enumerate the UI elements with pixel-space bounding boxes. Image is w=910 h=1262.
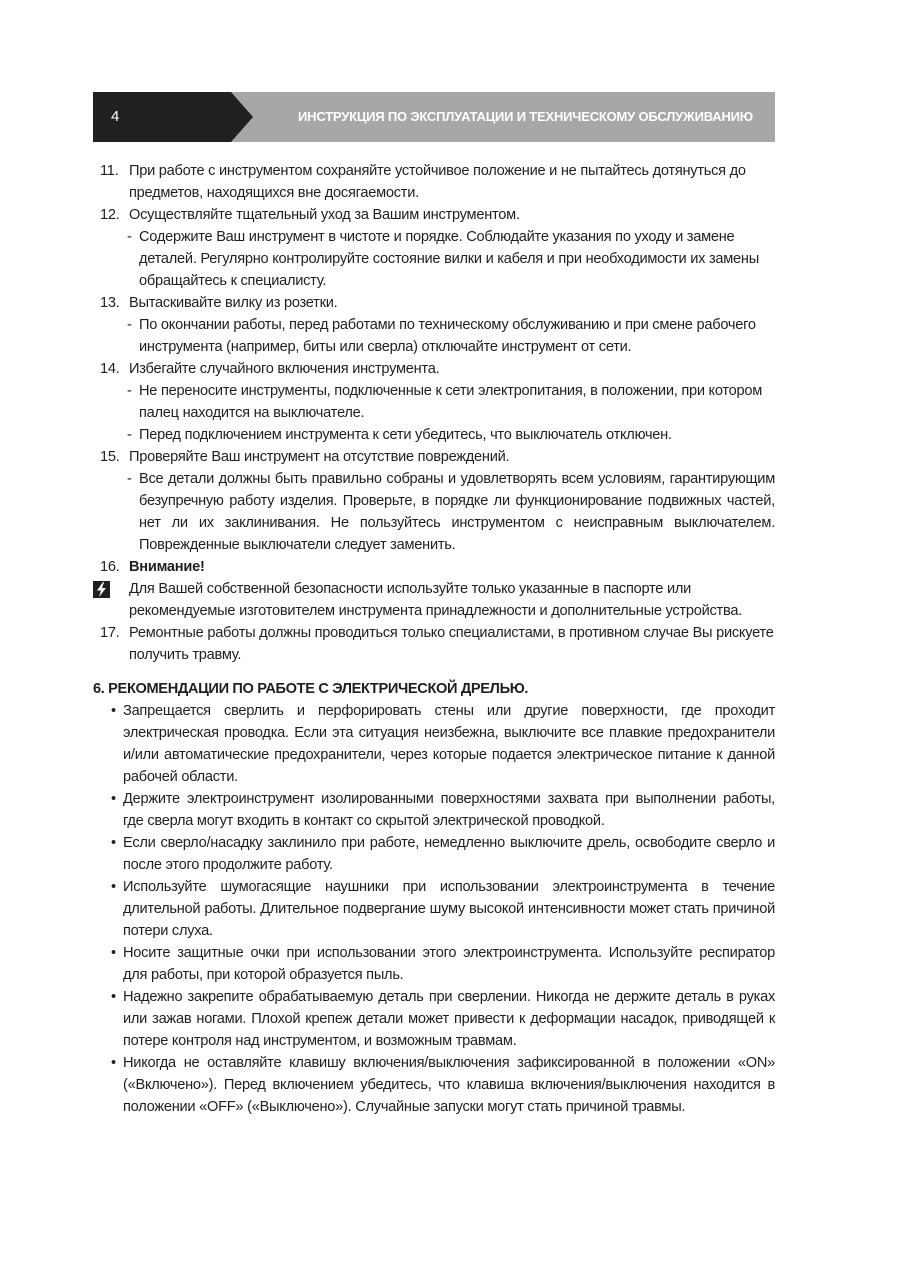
sub-item-text: По окончании работы, перед работами по техническому обслуживанию и при смене рабочего инструмента (например, биты или сверла) отключайте инструмент от сети. (139, 317, 756, 355)
bullet-text: Используйте шумогасящие наушники при использовании электроинструмента в течение длительной работы. Длительное подвергание шуму высокой интенсивности может стать причиной потери слуха. (123, 879, 775, 939)
lightning-warning-icon (93, 581, 110, 598)
item-text: Избегайте случайного включения инструмента. (129, 361, 440, 377)
list-item-13 (93, 292, 775, 314)
sub-item-text: Перед подключением инструмента к сети убедитесь, что выключатель отключен. (139, 427, 672, 443)
dash-marker: - (127, 471, 132, 487)
attention-label: Внимание! (129, 559, 205, 575)
sub-item (93, 380, 775, 424)
list-item-16 (93, 556, 775, 578)
bullet-marker: • (111, 1055, 116, 1071)
item-number: 11. (100, 163, 119, 179)
list-item-12 (93, 204, 775, 226)
item-number: 14. (100, 361, 120, 377)
bullet-marker: • (111, 989, 116, 1005)
bullet-marker: • (111, 791, 116, 807)
sub-item (93, 424, 775, 446)
dash-marker: - (127, 317, 132, 333)
sub-item (93, 468, 775, 556)
item-text: При работе с инструментом сохраняйте устойчивое положение и не пытайтесь дотянуться до предметов, находящихся вне досягаемости. (129, 163, 746, 201)
bullet-item (93, 788, 775, 832)
bullet-item (93, 986, 775, 1052)
bullet-marker: • (111, 945, 116, 961)
list-item-17 (93, 622, 775, 666)
bullet-marker: • (111, 879, 116, 895)
bullet-marker: • (111, 835, 116, 851)
header-title: ИНСТРУКЦИЯ ПО ЭКСПЛУАТАЦИИ И ТЕХНИЧЕСКОМУ ОБСЛУЖИВАНИЮ (298, 109, 753, 124)
list-item-14 (93, 358, 775, 380)
page-header (93, 92, 775, 142)
section-heading: 6. РЕКОМЕНДАЦИИ ПО РАБОТЕ С ЭЛЕКТРИЧЕСКОЙ ДРЕЛЬЮ. (93, 681, 529, 697)
item-number: 15. (100, 449, 120, 465)
bullet-text: Если сверло/насадку заклинило при работе, немедленно выключите дрель, освободите сверло и после этого продолжите работу. (123, 835, 775, 873)
sub-item-text: Содержите Ваш инструмент в чистоте и порядке. Соблюдайте указания по уходу и замене деталей. Регулярно контролируйте состояние вилки и кабеля и при необходимости их замены обращайтесь к специалисту. (139, 229, 759, 289)
item-text: Проверяйте Ваш инструмент на отсутствие повреждений. (129, 449, 510, 465)
sub-item-text: Не переносите инструменты, подключенные к сети электропитания, в положении, при котором палец находится на выключателе. (139, 383, 763, 421)
sub-item-text: Все детали должны быть правильно собраны и удовлетворять всем условиям, гарантирующим безупречную работу изделия. Проверьте, в порядке ли функционирование подвижных частей, нет ли их заклинивания. Не пользуйтесь инструментом с неисправным выключателем. Поврежденные выключатели следует заменить. (139, 471, 775, 553)
bullet-text: Держите электроинструмент изолированными поверхностями захвата при выполнении работы, где сверла могут входить в контакт со скрытой электрической проводкой. (123, 791, 775, 829)
item-text: Осуществляйте тщательный уход за Вашим инструментом. (129, 207, 520, 223)
item-number: 16. (100, 559, 120, 575)
warning-note (93, 578, 775, 622)
warning-text: Для Вашей собственной безопасности используйте только указанные в паспорте или рекомендуемые изготовителем инструмента принадлежности и дополнительные устройства. (129, 581, 742, 619)
item-number: 13. (100, 295, 120, 311)
item-number: 17. (100, 625, 120, 641)
bullet-text: Запрещается сверлить и перфорировать стены или другие поверхности, где проходит электрическая проводка. Если эта ситуация неизбежна, выключите все плавкие предохранители и/или автоматические предохранители, через которые подается электрическое питание к данной рабочей области. (123, 703, 775, 785)
bullet-item (93, 700, 775, 788)
list-item-11 (93, 160, 775, 204)
bullet-item (93, 942, 775, 986)
page-number: 4 (111, 108, 120, 125)
item-text: Вытаскивайте вилку из розетки. (129, 295, 338, 311)
dash-marker: - (127, 427, 132, 443)
dash-marker: - (127, 383, 132, 399)
bullet-item (93, 876, 775, 942)
page-number-badge (93, 92, 231, 142)
bullet-item (93, 1052, 775, 1118)
item-number: 12. (100, 207, 120, 223)
dash-marker: - (127, 229, 132, 245)
bullet-text: Носите защитные очки при использовании этого электроинструмента. Используйте респиратор для работы, при которой образуется пыль. (123, 945, 775, 983)
sub-item (93, 226, 775, 292)
bullet-item (93, 832, 775, 876)
bullet-text: Никогда не оставляйте клавишу включения/выключения зафиксированной в положении «ON» («Включено»). Перед включением убедитесь, что клавиша включения/выключения находится в положении «OFF» («Выключено»). Случайные запуски могут стать причиной травмы. (123, 1055, 775, 1115)
item-text: Ремонтные работы должны проводиться только специалистами, в противном случае Вы рискуете получить травму. (129, 625, 774, 663)
sub-item (93, 314, 775, 358)
page-content (93, 160, 775, 1118)
bullet-marker: • (111, 703, 116, 719)
bullet-text: Надежно закрепите обрабатываемую деталь при сверлении. Никогда не держите деталь в руках или зажав ногами. Плохой крепеж детали может привести к деформации насадок, приводящей к потере контроля над инструментом, и возможным травмам. (123, 989, 775, 1049)
list-item-15 (93, 446, 775, 468)
